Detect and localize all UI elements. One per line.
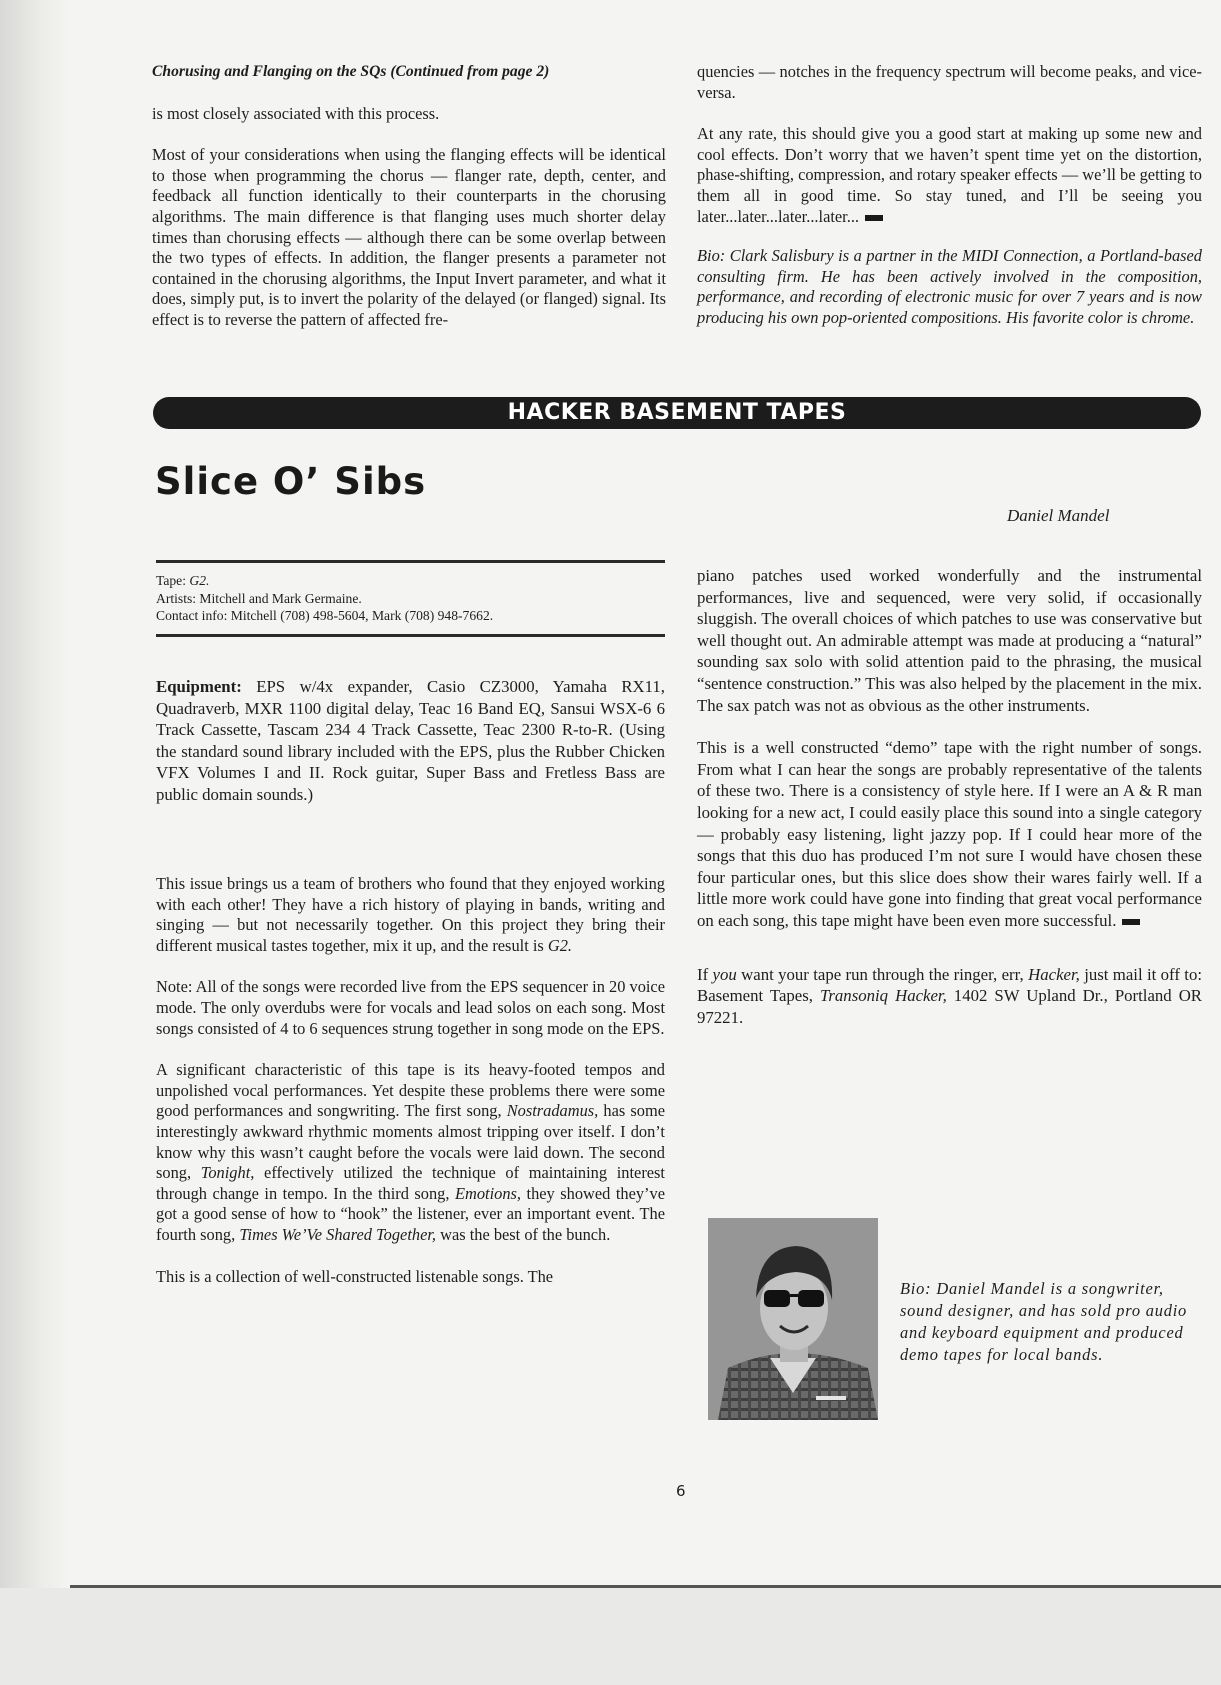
continued-bio: Bio: Clark Salisbury is a partner in the MIDI Connection, a Portland-based consulting firm. He has been actively involved in the composition, performance, and recording of electronic music for over 7 years and is now producing his own pop-oriented compositions. His favorite color is chrome. xyxy=(697,246,1202,327)
review-paragraph: A significant characteristic of this tape is its heavy-footed tempos and unpolished vocal performances. Yet despite these problems there were some good performances and songwriting. The first song, Nostradamus, has some interestingly awkward rhythmic moments almost tripping over itself. I don’t know why this wasn’t caught before the vocals were laid down. The second song, Tonight, effectively utilized the technique of maintaining interest through change in tempo. In the third song, Emotions, they showed they’ve got a good sense of how to “hook” the listener, ever an important event. The fourth song, Times We’Ve Shared Together, was the best of the bunch. xyxy=(156,1060,665,1244)
continued-paragraph: quencies — notches in the frequency spectrum will become peaks, and vice-versa. xyxy=(697,62,1202,102)
continued-left-column xyxy=(152,62,666,331)
performance-paragraph: piano patches used worked wonderfully and the instrumental performances, live and sequenced, were very solid, if occasionally sluggish. The overall choices of which patches to use was conservative but well thought out. An admirable attempt was made at producing a “natural” sounding sax solo with solid attention paid to the phrasing, the musical “sentence construction.” This was also helped by the placement in the mix. The sax patch was not as obvious as the other instruments. xyxy=(697,566,1202,715)
end-mark-icon xyxy=(865,215,883,221)
page-bottom-fold xyxy=(0,1588,1221,1685)
section-banner: HACKER BASEMENT TAPES xyxy=(153,397,1201,429)
page-number: 6 xyxy=(676,1482,686,1500)
continued-heading: Chorusing and Flanging on the SQs (Continued from page 2) xyxy=(152,63,550,80)
artists-line: Artists: Mitchell and Mark Germaine. xyxy=(156,590,362,606)
continued-paragraph: Most of your considerations when using the flanging effects will be identical to those when programming the chorus — flanger rate, depth, center, and feedback all function identically to their counterparts in the chorusing algorithms. The main difference is that flanging uses much shorter delay times than chorusing effects — although there can be some overlap between the two types of effects. In addition, the flanger presents a parameter not contained in the chorusing algorithms, the Input Invert parameter, and what it does, simply put, is to invert the polarity of the delayed (or flanged) signal. Its effect is to reverse the pattern of affected fre- xyxy=(152,145,666,329)
equipment-paragraph: Equipment: EPS w/4x expander, Casio CZ3000, Yamaha RX11, Quadraverb, MXR 1100 digital delay, Teac 16 Band EQ, Sansui WSX-6 6 Track Cassette, Tascam 234 4 Track Cassette, Teac 2300 R-to-R. (Using the standard sound library included with the EPS, plus the Rubber Chicken VFX Volumes I and II. Rock guitar, Super Bass and Fretless Bass are public domain sounds.) xyxy=(156,677,665,804)
continued-paragraph: is most closely associated with this process. xyxy=(152,103,440,123)
article-right-column xyxy=(697,565,1202,1028)
author-bio: Bio: Daniel Mandel is a songwriter, sound designer, and has sold pro audio and keyboard equipment and produced demo tapes for local bands. xyxy=(900,1279,1188,1364)
article-title: Slice O’ Sibs xyxy=(155,460,427,503)
summary-paragraph: This is a collection of well-constructed listenable songs. The xyxy=(156,1266,554,1286)
continued-paragraph: At any rate, this should give you a good start at making up some new and cool effects. Don’t worry that we haven’t spent time yet on the distortion, phase-shifting, compression, and rotary speaker effects — we’ll be getting to them all in good time. So stay tuned, and I’ll be seeing you later...later...later...later... xyxy=(697,124,1202,226)
author-photo xyxy=(708,1218,878,1420)
page-edge-shadow xyxy=(0,0,70,1685)
demo-paragraph: This is a well constructed “demo” tape with the right number of songs. From what I can hear the songs are probably representative of the talents of these two. There is a consistency of style here. If I were an A & R man looking for a new act, I could easily place this sound into a single category — probably easy listening, light jazzy pop. If I could hear more of the songs that this duo has produced I’m not sure I would have chosen these four particular ones, but this slice does show their wares fairly well. If a little more work could have gone into finding that great vocal performance on each song, this tape might have been even more successful. xyxy=(697,738,1202,930)
note-paragraph: Note: All of the songs were recorded live from the EPS sequencer in 20 voice mode. The only overdubs were for vocals and lead solos on each song. Most songs consisted of 4 to 6 sequences strung together in song mode on the EPS. xyxy=(156,977,665,1038)
page-bottom-edge xyxy=(70,1585,1221,1588)
submission-paragraph: If you want your tape run through the ringer, err, Hacker, just mail it off to: Basement Tapes, Transoniq Hacker, 1402 SW Upland Dr., Portland OR 97221. xyxy=(697,964,1203,1027)
intro-paragraph: This issue brings us a team of brothers who found that they enjoyed working with each other! They have a rich history of playing in bands, writing and singing — but not necessarily together. On this project they bring their different musical tastes together, mix it up, and the result is G2. xyxy=(156,874,665,955)
contact-line: Contact info: Mitchell (708) 498-5604, Mark (708) 948-7662. xyxy=(156,608,494,623)
tape-info-box xyxy=(156,560,665,637)
end-mark-icon xyxy=(1122,919,1140,925)
continued-right-column xyxy=(697,62,1202,329)
tape-line: Tape: G2. xyxy=(156,573,210,588)
equipment-label: Equipment: xyxy=(156,677,242,696)
article-left-column xyxy=(156,874,665,1287)
article-author: Daniel Mandel xyxy=(1007,506,1110,525)
